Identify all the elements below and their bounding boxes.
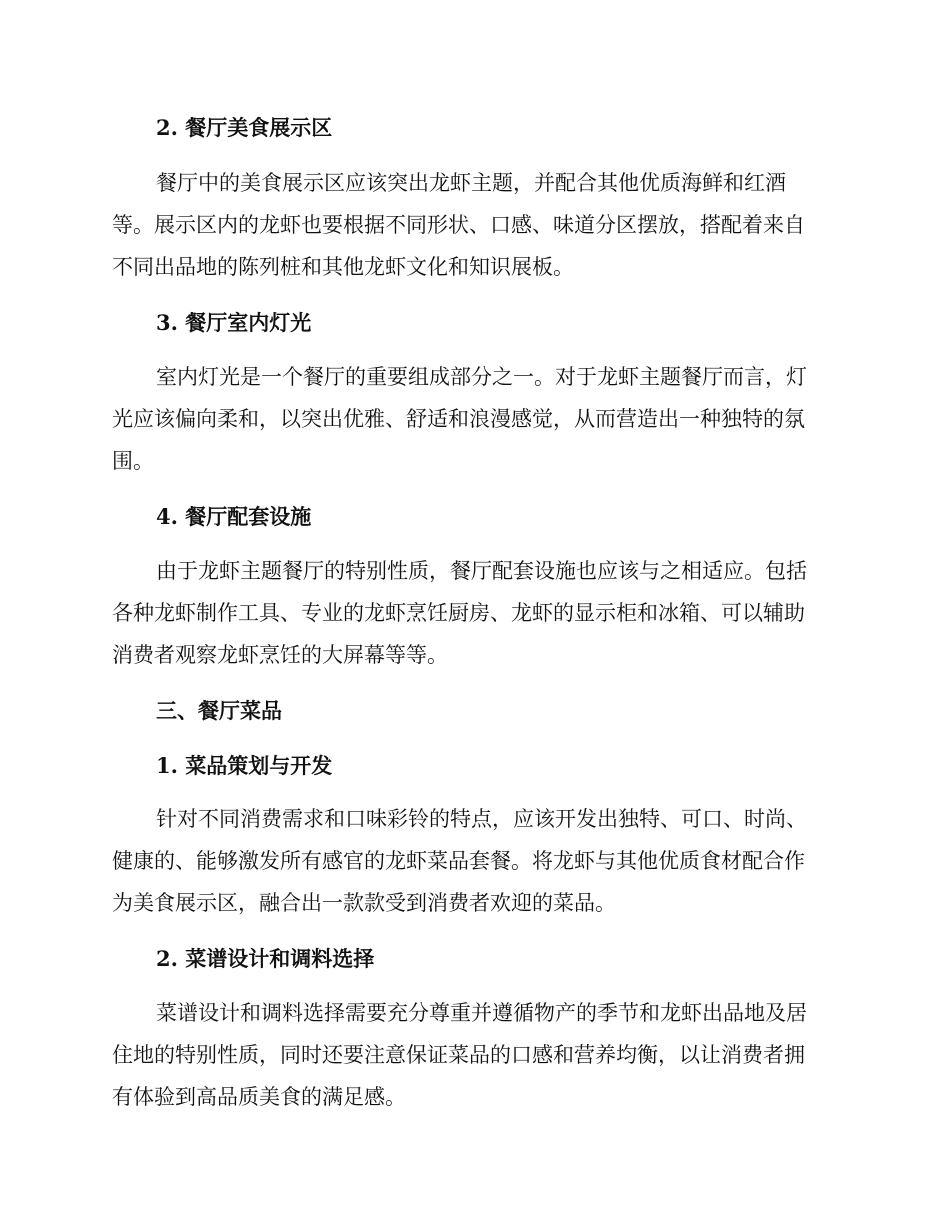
section-heading: 2. 餐厅美食展示区 <box>156 115 333 140</box>
paragraph-line: 不同出品地的陈列桩和其他龙虾文化和知识展板。 <box>112 255 574 279</box>
paragraph-line: 各种龙虾制作工具、专业的龙虾烹饪厨房、龙虾的显示柜和冰箱、可以辅助 <box>112 601 805 625</box>
paragraph-line: 为美食展示区，融合出一款款受到消费者欢迎的菜品。 <box>112 891 616 915</box>
paragraph-line: 等。展示区内的龙虾也要根据不同形状、口感、味道分区摆放，搭配着来自 <box>112 213 805 237</box>
section-heading: 2. 菜谱设计和调料选择 <box>156 946 375 971</box>
paragraph-line: 餐厅中的美食展示区应该突出龙虾主题，并配合其他优质海鲜和红酒 <box>156 171 786 195</box>
paragraph-line: 有体验到高品质美食的满足感。 <box>112 1085 406 1109</box>
chapter-heading: 三、餐厅菜品 <box>156 698 282 723</box>
paragraph-line: 消费者观察龙虾烹饪的大屏幕等等。 <box>112 643 448 667</box>
section-heading: 4. 餐厅配套设施 <box>156 504 312 529</box>
paragraph <box>112 550 832 676</box>
paragraph <box>112 162 832 288</box>
paragraph <box>112 992 832 1118</box>
paragraph-line: 室内灯光是一个餐厅的重要组成部分之一。对于龙虾主题餐厅而言，灯 <box>156 365 807 389</box>
paragraph <box>112 798 832 924</box>
paragraph-line: 由于龙虾主题餐厅的特别性质，餐厅配套设施也应该与之相适应。包括 <box>156 559 807 583</box>
paragraph-line: 健康的、能够激发所有感官的龙虾菜品套餐。将龙虾与其他优质食材配合作 <box>112 849 805 873</box>
paragraph-line: 围。 <box>112 449 154 473</box>
paragraph <box>112 356 832 482</box>
paragraph-line: 光应该偏向柔和，以突出优雅、舒适和浪漫感觉，从而营造出一种独特的氛 <box>112 407 805 431</box>
paragraph-line: 针对不同消费需求和口味彩铃的特点，应该开发出独特、可口、时尚、 <box>156 807 807 831</box>
section-heading: 1. 菜品策划与开发 <box>156 753 333 778</box>
paragraph-line: 菜谱设计和调料选择需要充分尊重并遵循物产的季节和龙虾出品地及居 <box>156 1001 807 1025</box>
section-heading: 3. 餐厅室内灯光 <box>156 310 312 335</box>
paragraph-line: 住地的特别性质，同时还要注意保证菜品的口感和营养均衡，以让消费者拥 <box>112 1043 805 1067</box>
